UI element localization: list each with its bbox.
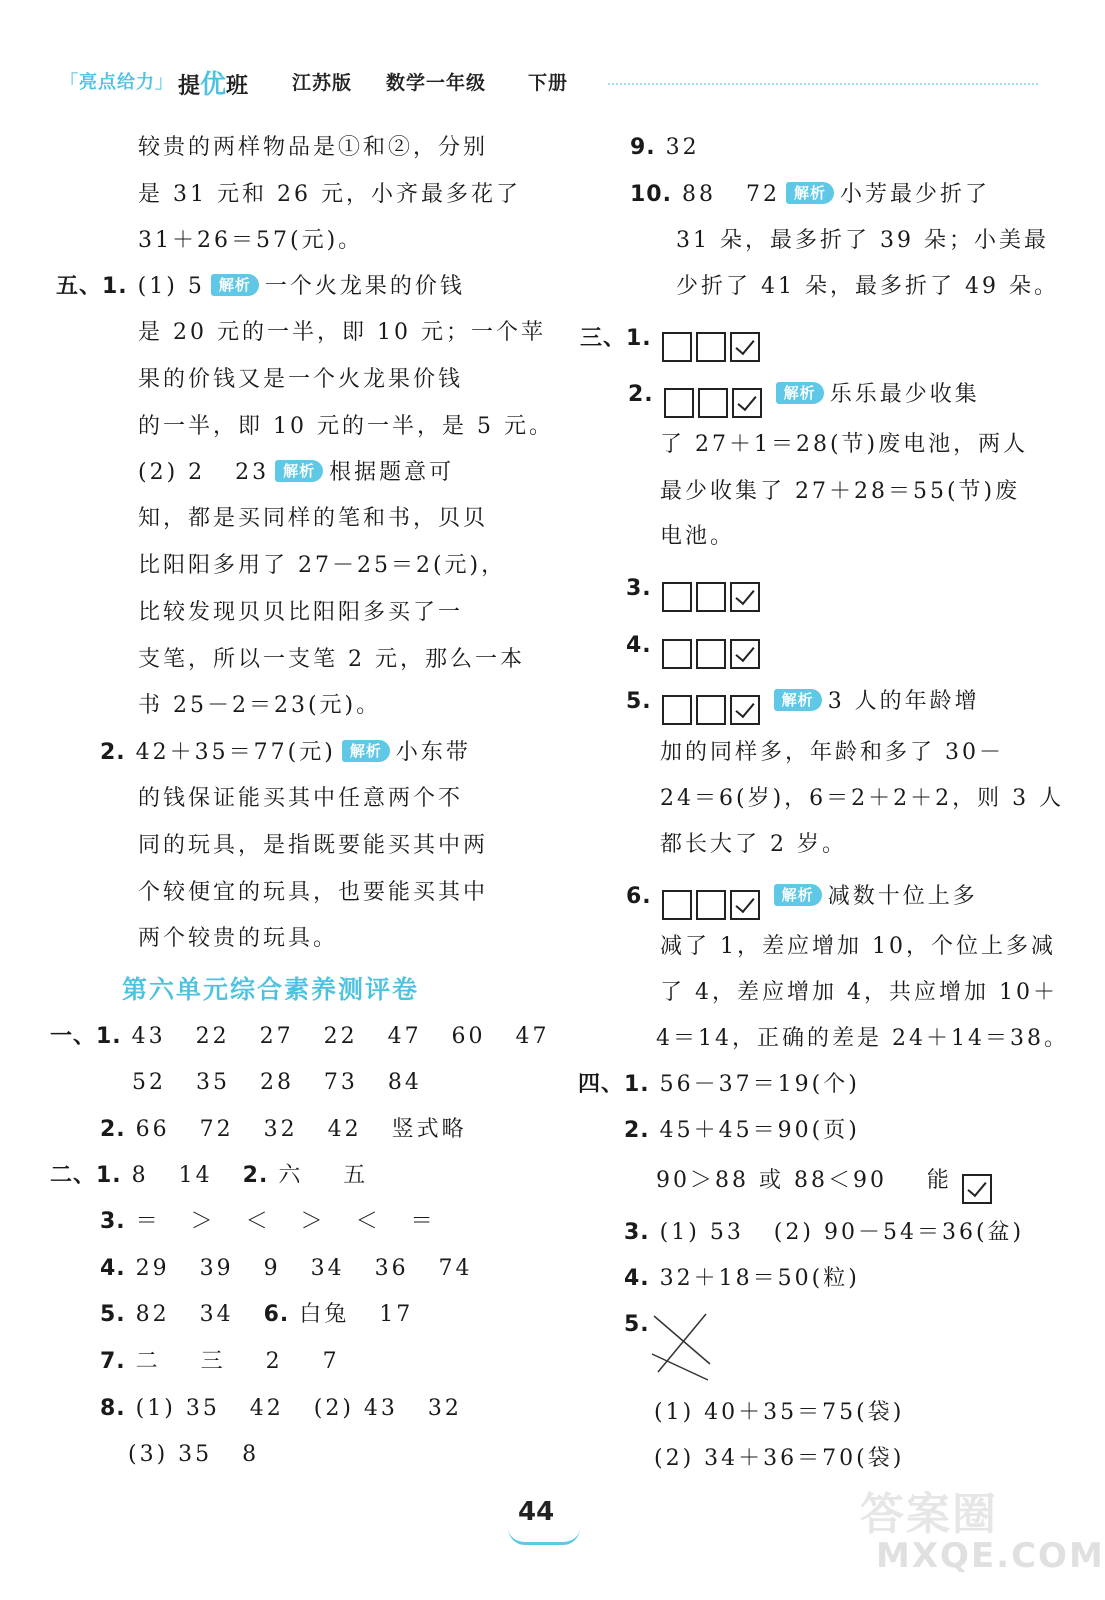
match-line — [652, 1354, 708, 1380]
question-iii-1 — [580, 324, 768, 354]
checkbox[interactable] — [696, 332, 726, 362]
question-number: 四、1. — [578, 1072, 650, 1097]
question-iv-5 — [624, 1310, 650, 1340]
question-iv-3: 3. (1) 53 (2) 90－54＝36(盆) — [624, 1220, 1025, 1245]
answer-line: 4＝14，正确的差是 24＋14＝38。 — [656, 1026, 1069, 1051]
analysis-badge: 解析 — [275, 460, 323, 482]
section-title: 第六单元综合素养测评卷 — [122, 975, 420, 1004]
answer-line: 较贵的两样物品是①和②，分别 — [138, 135, 489, 160]
checkbox[interactable] — [696, 695, 726, 725]
question-number: 6. — [263, 1302, 290, 1327]
question-number: 2. — [100, 740, 126, 765]
checkbox[interactable] — [696, 890, 726, 920]
question-number: 5. — [624, 1312, 650, 1337]
answer-line: 同的玩具，是指既要能买其中两 — [138, 833, 489, 858]
question-ii-10: 10. 88 72 解析 小芳最少折了 — [630, 182, 990, 207]
answer-line: 比阳阳多用了 27－25＝2(元)， — [138, 553, 507, 578]
answer-line: (3) 35 8 — [128, 1442, 260, 1467]
answer-line: 加的同样多，年龄和多了 30－ — [660, 740, 1004, 765]
question-number: 7. — [100, 1349, 126, 1374]
answer-line: 了 27＋1＝28(节)废电池，两人 — [660, 432, 1029, 457]
checkbox[interactable] — [662, 639, 692, 669]
question-iv-1: 四、1. 56－37＝19(个) — [578, 1072, 860, 1097]
question-ii-4: 4. 29 39 9 34 36 74 — [100, 1256, 473, 1281]
answer-line: 52 35 28 73 84 — [132, 1070, 422, 1095]
question-number: 4. — [100, 1256, 126, 1281]
answer-line: (2) 34＋36＝70(袋) — [654, 1446, 905, 1471]
answer-line: 书 25－2＝23(元)。 — [138, 693, 382, 718]
checkbox-group — [662, 890, 764, 920]
question-number: 9. — [630, 135, 656, 160]
checkbox[interactable] — [662, 582, 692, 612]
answer-line: 支笔，所以一支笔 2 元，那么一本 — [138, 647, 525, 672]
checkbox[interactable] — [698, 388, 728, 418]
checkbox-group — [662, 639, 764, 669]
analysis-badge: 解析 — [342, 740, 390, 762]
checkbox-group — [664, 388, 766, 418]
checkbox-checked[interactable] — [730, 332, 760, 362]
answer-line: 24＝6(岁)，6＝2＋2＋2，则 3 人 — [660, 786, 1065, 811]
question-iii-2: 2. 解析 乐乐最少收集 — [628, 380, 980, 410]
answer-line: 少折了 41 朵，最多折了 49 朵。 — [676, 274, 1059, 299]
question-iv-4: 4. 32＋18＝50(粒) — [624, 1266, 860, 1291]
checkbox-checked[interactable] — [730, 582, 760, 612]
analysis-badge: 解析 — [786, 182, 834, 204]
checkbox-group — [662, 582, 764, 612]
brand-label: 「亮点给力」 — [60, 72, 174, 93]
checkbox[interactable] — [696, 639, 726, 669]
answer-line: 比较发现贝贝比阳阳多买了一 — [138, 600, 464, 625]
answer-line: 31 朵，最多折了 39 朵；小美最 — [676, 228, 1049, 253]
question-number: 三、1. — [580, 326, 652, 351]
question-number: 6. — [626, 884, 652, 909]
checkbox-group — [662, 332, 764, 362]
question-number: 2. — [100, 1117, 126, 1142]
answer-line: 电池。 — [660, 524, 736, 549]
match-line — [654, 1316, 710, 1364]
analysis-badge: 解析 — [211, 274, 259, 296]
page-number: 44 — [518, 1497, 555, 1527]
question-number: 4. — [626, 633, 652, 658]
header-divider — [608, 83, 1038, 85]
question-number: 2. — [624, 1118, 650, 1143]
question-number: 一、1. — [50, 1024, 122, 1049]
question-ii-9: 9. 32 — [630, 135, 700, 160]
question-iii-6: 6. 解析 减数十位上多 — [626, 882, 978, 912]
page-number-swoosh — [508, 1528, 580, 1545]
checkbox-checked[interactable] — [730, 890, 760, 920]
checkbox-group — [662, 695, 764, 725]
question-number: 3. — [626, 576, 652, 601]
question-number: 10. — [630, 182, 672, 207]
checkbox-group — [962, 1174, 996, 1204]
question-ii-3: 3. ＝ ＞ ＜ ＞ ＜ ＝ — [100, 1209, 436, 1234]
answer-line: 是 31 元和 26 元，小齐最多花了 — [138, 182, 521, 207]
question-ii-1: 二、1. 8 14 2. 六 五 — [50, 1163, 369, 1188]
answer-line: 两个较贵的玩具。 — [138, 926, 339, 951]
question-number: 3. — [624, 1220, 650, 1245]
answer-line: 知，都是买同样的笔和书，贝贝 — [138, 506, 489, 531]
matching-lines-diagram — [650, 1310, 714, 1384]
checkbox-checked[interactable] — [732, 388, 762, 418]
checkbox[interactable] — [696, 582, 726, 612]
question-number: 8. — [100, 1396, 126, 1421]
watermark-url: MXQE.COM — [876, 1536, 1105, 1576]
edition-label: 江苏版 — [292, 72, 353, 94]
question-number: 4. — [624, 1266, 650, 1291]
question-ii-7: 7. 二 三 2 7 — [100, 1349, 340, 1374]
checkbox[interactable] — [662, 332, 692, 362]
answer-line: 减了 1，差应增加 10，个位上多减 — [660, 934, 1056, 959]
checkbox-checked[interactable] — [730, 639, 760, 669]
answer-line: 最少收集了 27＋28＝55(节)废 — [660, 479, 1021, 504]
question-number: 2. — [628, 382, 654, 407]
watermark-logo: 答案圈 — [860, 1489, 998, 1540]
analysis-badge: 解析 — [776, 382, 824, 404]
answer-line: 是 20 元的一半，即 10 元；一个苹 — [138, 320, 546, 345]
question-iii-4 — [626, 631, 768, 661]
answer-line: 的一半，即 10 元的一半，是 5 元。 — [138, 414, 554, 439]
checkbox-checked[interactable] — [730, 695, 760, 725]
question-number: 3. — [100, 1209, 126, 1234]
question-number: 5. — [626, 689, 652, 714]
question-number: 五、1. — [56, 274, 128, 299]
checkbox-checked[interactable] — [962, 1174, 992, 1204]
question-number: 5. — [100, 1302, 126, 1327]
answer-line: 了 4，差应增加 4，共应增加 10＋ — [660, 980, 1058, 1005]
question-v-1: 五、1. (1) 5 解析 一个火龙果的价钱 — [56, 274, 465, 299]
volume-label: 下册 — [528, 72, 569, 94]
checkbox[interactable] — [662, 890, 692, 920]
answer-line: (2) 2 23 解析 根据题意可 — [138, 460, 455, 485]
question-number: 二、1. — [50, 1163, 122, 1188]
page-header — [60, 62, 1040, 102]
question-ii-8: 8. (1) 35 42 (2) 43 32 — [100, 1396, 462, 1421]
question-iii-3 — [626, 574, 768, 604]
question-i-2: 2. 66 72 32 42 竖式略 — [100, 1117, 467, 1142]
answer-line: 都长大了 2 岁。 — [660, 832, 847, 857]
analysis-badge: 解析 — [774, 689, 822, 711]
match-line — [658, 1314, 706, 1372]
answer-line: 31＋26＝57(元)。 — [138, 228, 364, 253]
question-v-2: 2. 42＋35＝77(元) 解析 小东带 — [100, 740, 471, 765]
checkbox[interactable] — [664, 388, 694, 418]
answer-line: 的钱保证能买其中任意两个不 — [138, 786, 464, 811]
question-iv-2: 2. 45＋45＝90(页) — [624, 1118, 860, 1143]
analysis-badge: 解析 — [774, 884, 822, 906]
question-ii-5: 5. 82 34 6. 白兔 17 — [100, 1302, 414, 1327]
question-i-1: 一、1. 43 22 27 22 47 60 47 — [50, 1024, 550, 1049]
checkbox[interactable] — [662, 695, 692, 725]
subject-label: 数学一年级 — [386, 72, 487, 94]
answer-line: (1) 40＋35＝75(袋) — [654, 1400, 905, 1425]
question-iii-5: 5. 解析 3 人的年龄增 — [626, 687, 980, 717]
series-title: 提优班 — [178, 70, 249, 100]
answer-line: 个较便宜的玩具，也要能买其中 — [138, 880, 489, 905]
answer-line: 果的价钱又是一个火龙果价钱 — [138, 367, 464, 392]
answer-line: 90＞88 或 88＜90 能 — [656, 1166, 1000, 1196]
question-number: 2. — [242, 1163, 269, 1188]
